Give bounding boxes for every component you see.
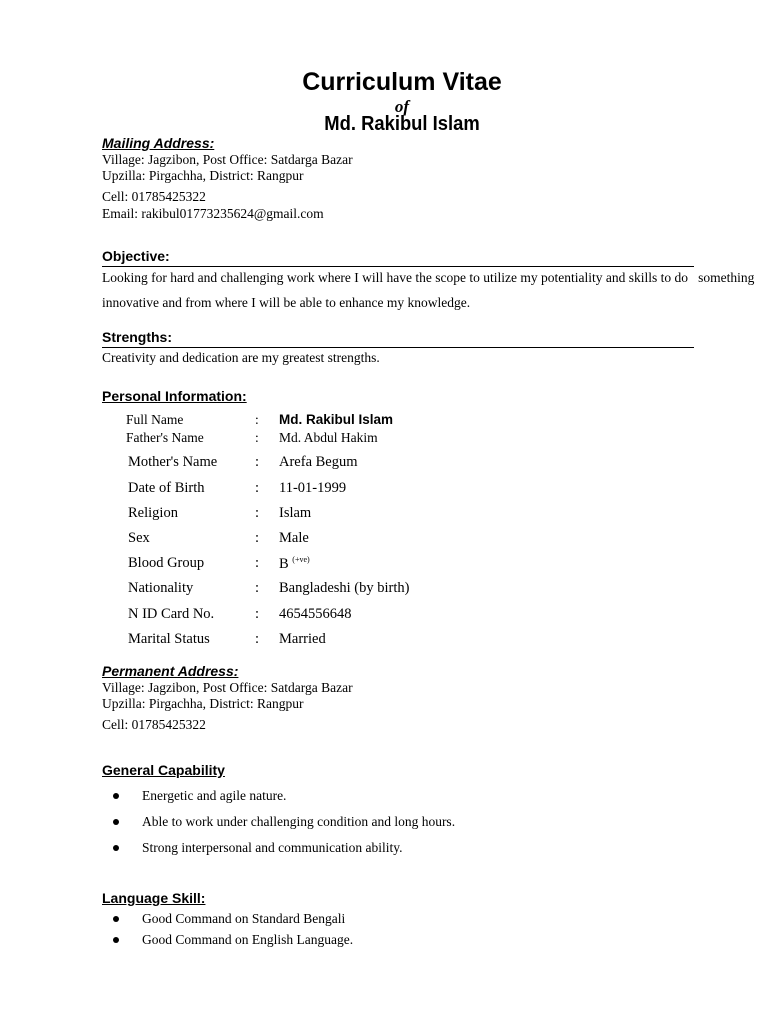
capability-item: Able to work under challenging condition and long hours. (142, 814, 456, 829)
language-skill-heading: Language Skill: (102, 890, 206, 906)
marital-status-colon: : (255, 631, 260, 647)
personal-info-heading: Personal Information: (102, 388, 247, 404)
full-name-value: Md. Rakibul Islam (279, 412, 394, 427)
fathers-name-label: Father's Name (126, 430, 204, 445)
bullet-icon (113, 845, 119, 851)
mailing-address-line1: Village: Jagzibon, Post Office: Satdarga Bazar (102, 152, 353, 167)
full-name-colon: : (255, 412, 259, 427)
bullet-icon (113, 916, 119, 922)
date-of-birth-colon: : (255, 480, 260, 496)
nationality-value: Bangladeshi (by birth) (279, 580, 410, 596)
capability-item: Strong interpersonal and communication ability. (142, 840, 403, 855)
blood-group-letter: B (279, 556, 289, 572)
religion-value: Islam (279, 505, 312, 521)
general-capability-heading: General Capability (102, 762, 225, 778)
fathers-name-colon: : (255, 430, 259, 445)
mothers-name-value: Arefa Begum (279, 454, 358, 470)
sex-label: Sex (128, 530, 150, 546)
date-of-birth-value: 11-01-1999 (279, 480, 347, 496)
nid-label: N ID Card No. (128, 606, 215, 622)
bullet-icon (113, 793, 119, 799)
objective-text-line2: innovative and from where I will be able to enhance my knowledge. (102, 295, 471, 310)
permanent-address-line1: Village: Jagzibon, Post Office: Satdarga Bazar (102, 680, 353, 695)
sex-value: Male (279, 530, 309, 546)
bullet-icon (113, 937, 119, 943)
blood-group-rh: (+ve) (292, 555, 310, 564)
mailing-address-line2: Upzilla: Pirgachha, District: Rangpur (102, 168, 304, 183)
permanent-address-line2: Upzilla: Pirgachha, District: Rangpur (102, 696, 304, 711)
date-of-birth-label: Date of Birth (128, 480, 205, 496)
objective-text-line1: Looking for hard and challenging work where I will have the scope to utilize my potentiality and skills to do something (102, 270, 755, 285)
title-of: of (394, 97, 410, 116)
nationality-label: Nationality (128, 580, 194, 596)
nationality-colon: : (255, 580, 260, 596)
bullet-icon (113, 819, 119, 825)
fathers-name-value: Md. Abdul Hakim (279, 430, 378, 445)
mothers-name-colon: : (255, 454, 260, 470)
mailing-cell: Cell: 01785425322 (102, 189, 206, 204)
religion-colon: : (255, 505, 260, 521)
strengths-text: Creativity and dedication are my greatest strengths. (102, 350, 380, 365)
mothers-name-label: Mother's Name (128, 454, 218, 470)
mailing-address-heading: Mailing Address: (102, 135, 215, 151)
blood-group-value (279, 555, 310, 573)
mailing-email: Email: rakibul01773235624@gmail.com (102, 206, 324, 221)
sex-colon: : (255, 530, 260, 546)
marital-status-value: Married (279, 631, 326, 647)
language-item: Good Command on Standard Bengali (142, 911, 346, 926)
blood-group-colon: : (255, 555, 260, 571)
candidate-name: Md. Rakibul Islam (324, 113, 480, 135)
language-item: Good Command on English Language. (142, 932, 354, 947)
nid-colon: : (255, 606, 260, 622)
objective-heading: Objective: (102, 248, 170, 264)
nid-value: 4654556648 (279, 606, 352, 622)
marital-status-label: Marital Status (128, 631, 210, 647)
permanent-address-heading: Permanent Address: (102, 663, 239, 679)
blood-group-label: Blood Group (128, 555, 205, 571)
strengths-heading: Strengths: (102, 329, 172, 345)
capability-item: Energetic and agile nature. (142, 788, 287, 803)
religion-label: Religion (128, 505, 178, 521)
permanent-cell: Cell: 01785425322 (102, 717, 206, 732)
objective-divider (102, 266, 694, 267)
cv-title: Curriculum Vitae (302, 68, 502, 96)
strengths-divider (102, 347, 694, 348)
full-name-label: Full Name (126, 412, 184, 427)
